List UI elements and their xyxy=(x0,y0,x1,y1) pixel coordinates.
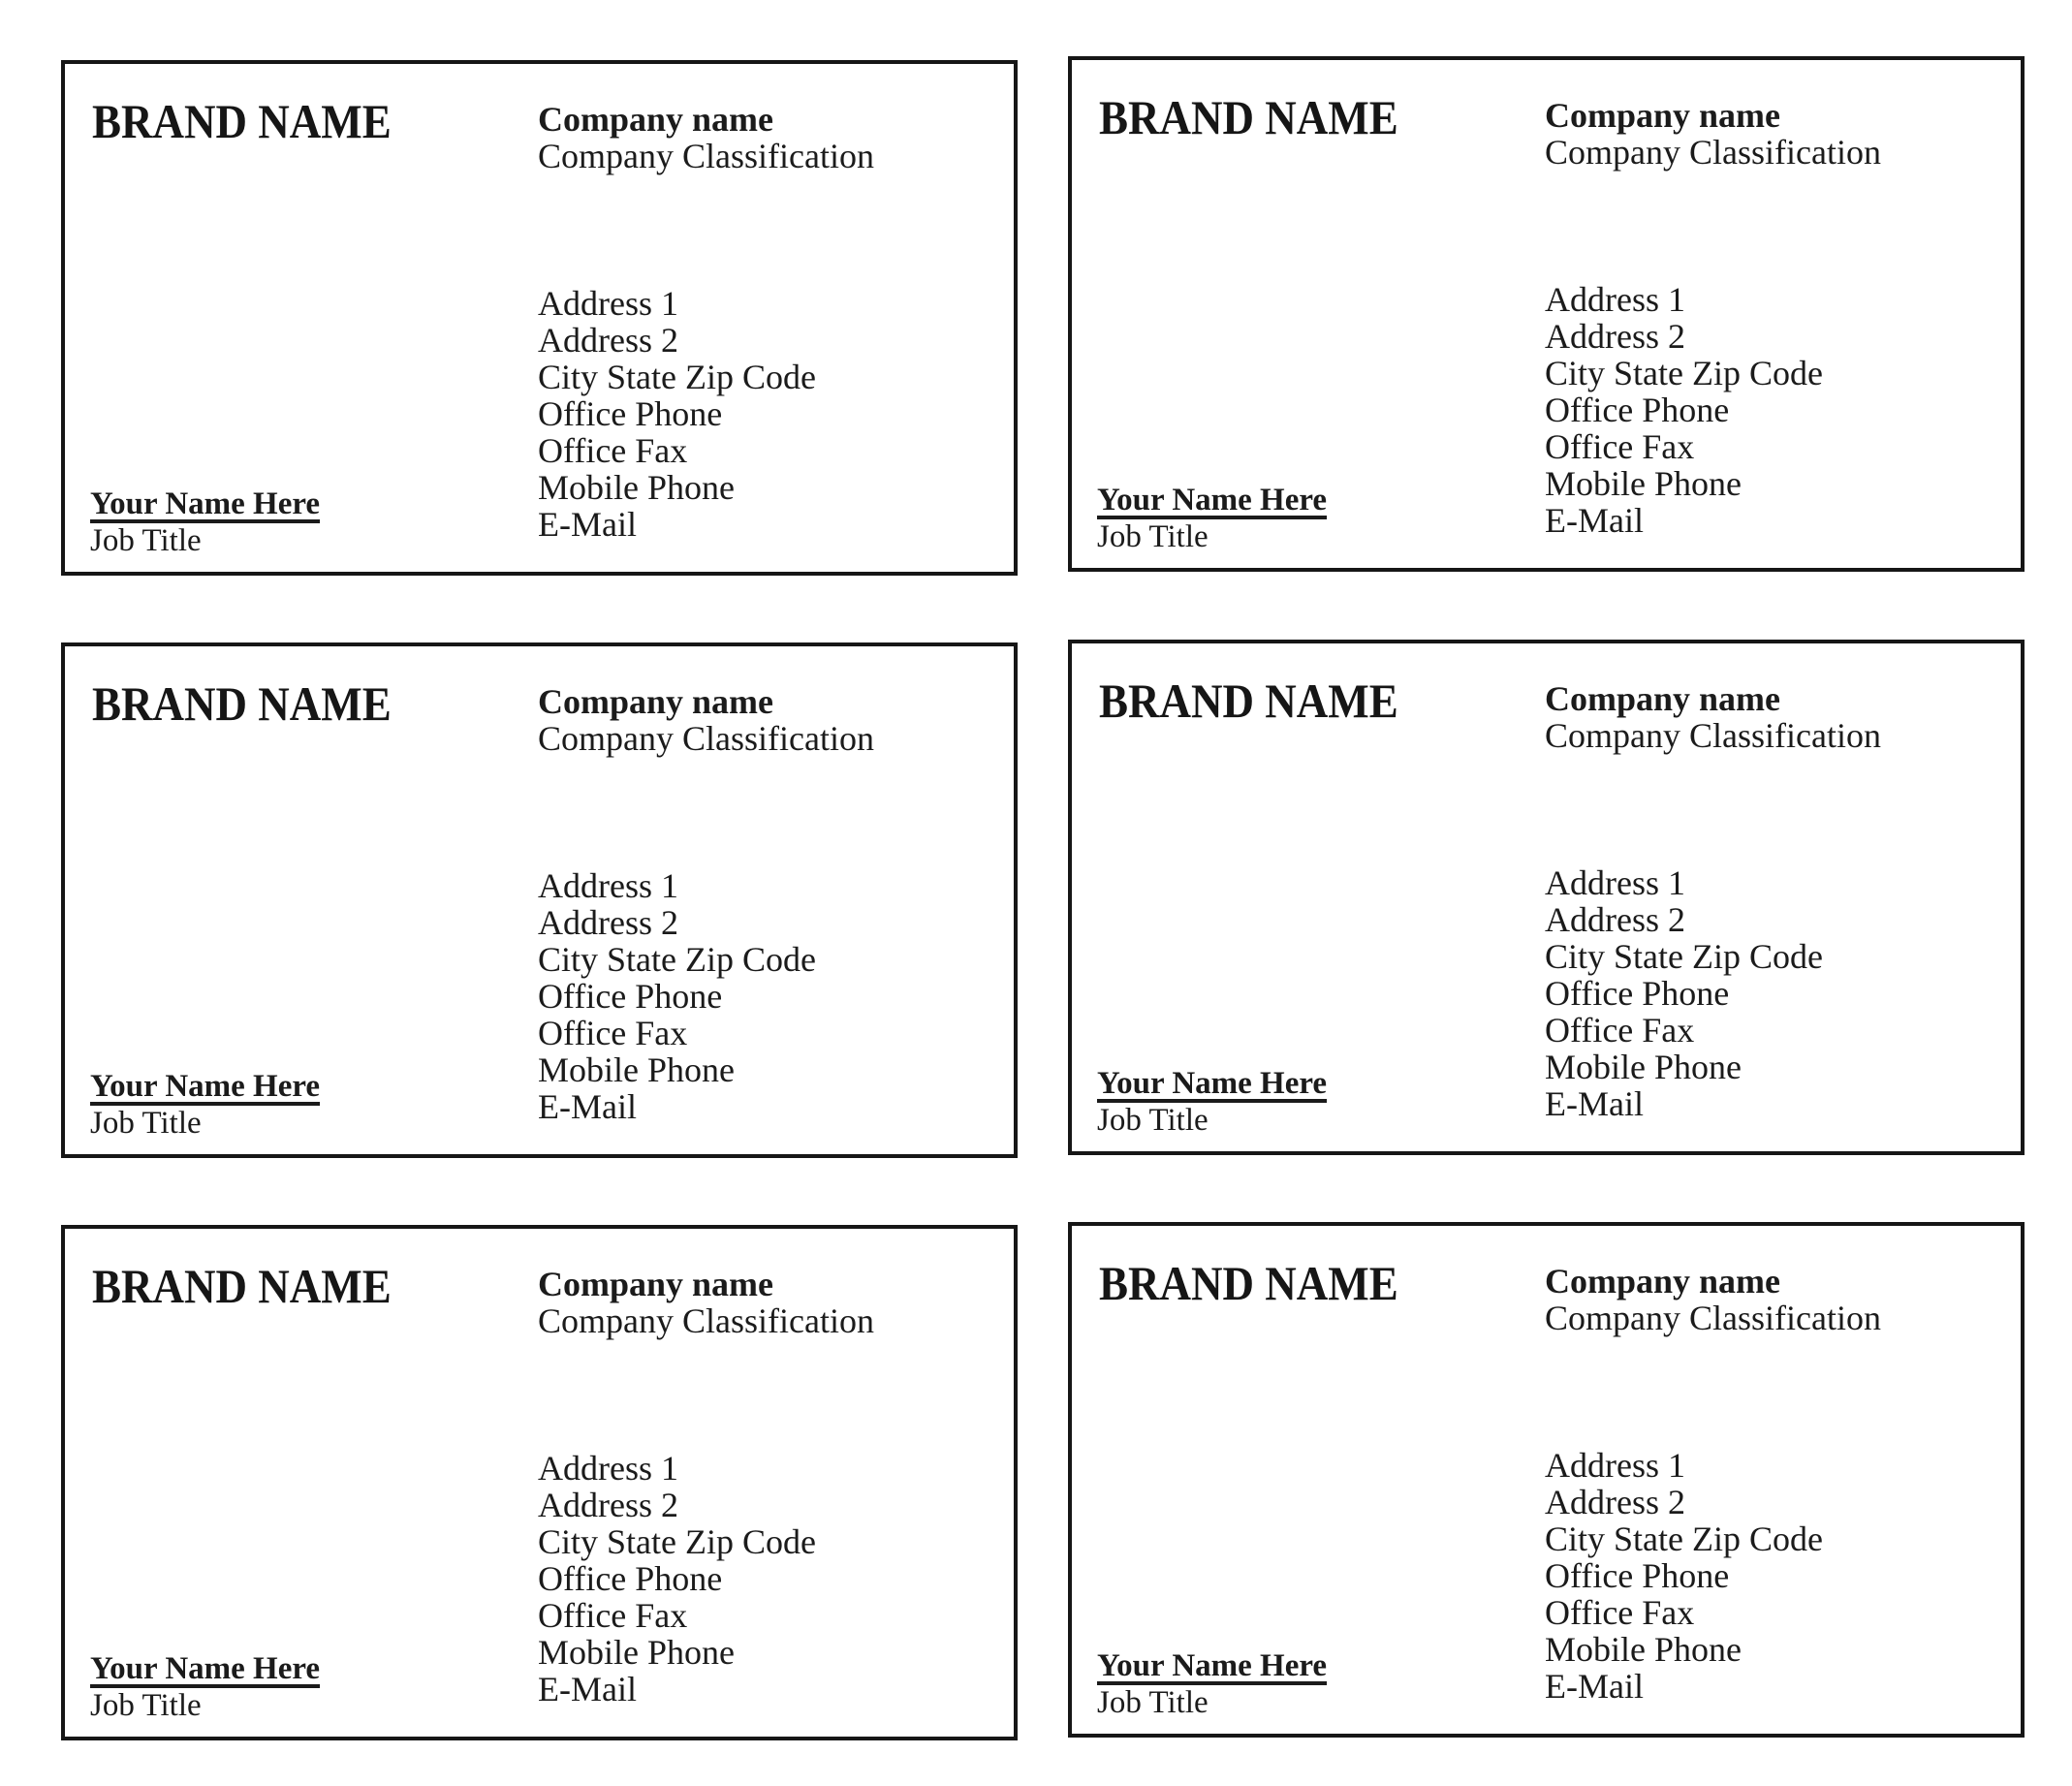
person-name: Your Name Here xyxy=(1097,483,1328,517)
address-line: Address 2 xyxy=(1545,900,1685,939)
contact-person-block xyxy=(1097,482,1327,555)
address-line: E-Mail xyxy=(538,1087,637,1126)
person-name: Your Name Here xyxy=(1097,1066,1328,1101)
spacer xyxy=(1545,754,1881,864)
brand-name: BRAND NAME xyxy=(92,1259,392,1313)
company-name: Company name xyxy=(538,1265,774,1303)
company-name: Company name xyxy=(1545,96,1781,135)
company-classification: Company Classification xyxy=(538,1301,874,1340)
job-title: Job Title xyxy=(1097,1685,1209,1720)
person-name: Your Name Here xyxy=(90,1651,321,1686)
address-block xyxy=(1545,864,1881,1122)
address-line: Address 2 xyxy=(1545,317,1685,356)
address-line: Address 2 xyxy=(1545,1483,1685,1521)
business-card xyxy=(61,60,1018,576)
address-line: E-Mail xyxy=(1545,501,1644,540)
company-classification: Company Classification xyxy=(1545,716,1881,755)
address-line: Office Phone xyxy=(538,977,723,1016)
contact-person-block xyxy=(90,1068,320,1142)
job-title: Job Title xyxy=(90,1106,202,1141)
spacer xyxy=(538,1339,874,1450)
address-line: Office Phone xyxy=(538,1559,723,1598)
address-line: E-Mail xyxy=(1545,1667,1644,1706)
address-line: Office Fax xyxy=(538,1014,688,1052)
address-line: Address 2 xyxy=(538,321,678,360)
address-line: City State Zip Code xyxy=(538,358,816,396)
address-block xyxy=(538,285,874,543)
address-line: Address 1 xyxy=(1545,280,1685,319)
company-classification: Company Classification xyxy=(538,137,874,175)
address-line: City State Zip Code xyxy=(538,1522,816,1561)
brand-name: BRAND NAME xyxy=(1099,674,1398,728)
company-info-column xyxy=(538,101,874,543)
job-title: Job Title xyxy=(90,523,202,558)
contact-person-block xyxy=(90,1650,320,1724)
address-line: Address 1 xyxy=(1545,863,1685,902)
address-line: City State Zip Code xyxy=(538,940,816,979)
business-card xyxy=(1068,640,2025,1155)
address-line: Address 1 xyxy=(1545,1446,1685,1485)
company-classification: Company Classification xyxy=(1545,1299,1881,1337)
contact-person-block xyxy=(90,486,320,559)
company-info-column xyxy=(538,683,874,1125)
address-line: Mobile Phone xyxy=(1545,1048,1742,1086)
address-line: Office Fax xyxy=(1545,427,1695,466)
address-line: Address 1 xyxy=(538,866,678,905)
address-block xyxy=(1545,1447,1881,1705)
address-line: Office Fax xyxy=(1545,1011,1695,1050)
address-line: Office Fax xyxy=(538,1596,688,1635)
business-card xyxy=(1068,1222,2025,1738)
company-info-column xyxy=(1545,1263,1881,1705)
person-name: Your Name Here xyxy=(90,1069,321,1104)
business-card xyxy=(61,642,1018,1158)
company-info-column xyxy=(538,1266,874,1708)
address-line: City State Zip Code xyxy=(1545,1520,1823,1558)
address-line: Office Fax xyxy=(538,431,688,470)
company-name: Company name xyxy=(1545,679,1781,718)
address-line: E-Mail xyxy=(538,1670,637,1708)
spacer xyxy=(538,757,874,867)
address-line: Address 1 xyxy=(538,1449,678,1488)
address-line: Mobile Phone xyxy=(1545,1630,1742,1669)
address-line: Office Phone xyxy=(1545,974,1730,1013)
address-line: Mobile Phone xyxy=(1545,464,1742,503)
address-line: Office Phone xyxy=(1545,1556,1730,1595)
company-name: Company name xyxy=(1545,1262,1781,1300)
spacer xyxy=(538,174,874,285)
address-block xyxy=(538,1450,874,1708)
address-line: Office Phone xyxy=(538,394,723,433)
address-line: E-Mail xyxy=(1545,1084,1644,1123)
contact-person-block xyxy=(1097,1065,1327,1139)
brand-name: BRAND NAME xyxy=(1099,90,1398,144)
address-line: Mobile Phone xyxy=(538,468,735,507)
contact-person-block xyxy=(1097,1647,1327,1721)
address-line: Address 2 xyxy=(538,1486,678,1524)
address-line: Address 2 xyxy=(538,903,678,942)
job-title: Job Title xyxy=(1097,1103,1209,1138)
address-block xyxy=(1545,281,1881,539)
person-name: Your Name Here xyxy=(90,486,321,521)
brand-name: BRAND NAME xyxy=(92,676,392,731)
business-card xyxy=(61,1225,1018,1740)
spacer xyxy=(1545,1336,1881,1447)
person-name: Your Name Here xyxy=(1097,1648,1328,1683)
address-line: Address 1 xyxy=(538,284,678,323)
address-line: Office Phone xyxy=(1545,391,1730,429)
brand-name: BRAND NAME xyxy=(92,94,392,148)
company-classification: Company Classification xyxy=(538,719,874,758)
address-line: E-Mail xyxy=(538,505,637,544)
spacer xyxy=(1545,171,1881,281)
address-line: Office Fax xyxy=(1545,1593,1695,1632)
company-name: Company name xyxy=(538,682,774,721)
address-line: Mobile Phone xyxy=(538,1633,735,1672)
company-name: Company name xyxy=(538,100,774,139)
address-line: Mobile Phone xyxy=(538,1050,735,1089)
job-title: Job Title xyxy=(1097,519,1209,554)
address-line: City State Zip Code xyxy=(1545,354,1823,392)
company-info-column xyxy=(1545,97,1881,539)
job-title: Job Title xyxy=(90,1688,202,1723)
company-classification: Company Classification xyxy=(1545,133,1881,172)
brand-name: BRAND NAME xyxy=(1099,1256,1398,1310)
address-block xyxy=(538,867,874,1125)
company-info-column xyxy=(1545,680,1881,1122)
business-card xyxy=(1068,56,2025,572)
address-line: City State Zip Code xyxy=(1545,937,1823,976)
